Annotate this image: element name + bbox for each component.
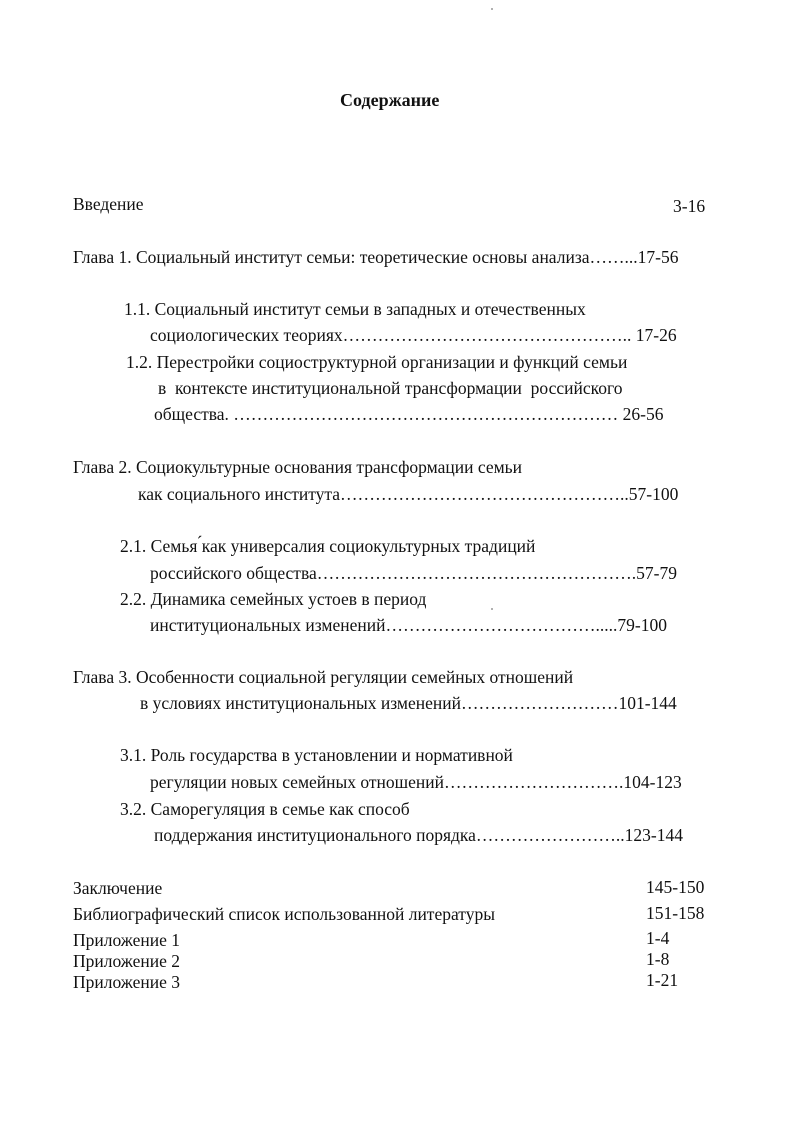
section-3-1-line-1: 3.1. Роль государства в установлении и нормативной [120, 745, 513, 765]
scan-speck [491, 8, 493, 10]
appendix-3-label: Приложение 3 [73, 972, 181, 992]
section-1-2-line-2: в контексте институциональной трансформации российского [158, 378, 623, 398]
section-1-1-line-2: социологических теориях………………………………………….. 17-26 [150, 325, 677, 345]
section-1-2-line-3: общества. ………………………………………………………… 26-56 [154, 404, 664, 424]
appendix-3-pages: 1-21 [646, 970, 679, 990]
chapter-3-line-2: в условиях институциональных изменений………………………101-144 [140, 693, 677, 713]
appendix-1-label: Приложение 1 [73, 930, 181, 950]
chapter-3-line-1: Глава 3. Особенности социальной регуляции семейных отношений [73, 667, 574, 687]
intro-pages: 3-16 [673, 196, 706, 216]
bibliography-pages: 151-158 [646, 903, 705, 923]
section-3-1-line-2: регуляции новых семейных отношений………………………….104-123 [150, 772, 682, 792]
section-2-1-line-1: 2.1. Семья ́как универсалия социокультурных традиций [120, 536, 536, 556]
section-1-1-line-1: 1.1. Социальный институт семьи в западных и отечественных [124, 299, 586, 319]
chapter-2-line-1: Глава 2. Социокультурные основания трансформации семьи [73, 457, 523, 477]
conclusion-pages: 145-150 [646, 877, 705, 897]
appendix-2-pages: 1-8 [646, 949, 670, 969]
chapter-2-line-2: как социального института…………………………………………..57-100 [138, 484, 679, 504]
section-2-2-line-1: 2.2. Динамика семейных устоев в период [120, 589, 427, 609]
section-1-2-line-1: 1.2. Перестройки социоструктурной организации и функций семьи [126, 352, 628, 372]
section-2-2-line-2: институциональных изменений……………………………….....79-100 [150, 615, 667, 635]
bibliography-label: Библиографический список использованной литературы [73, 904, 495, 924]
appendix-2-label: Приложение 2 [73, 951, 181, 971]
intro-label: Введение [73, 194, 144, 214]
chapter-1-title: Глава 1. Социальный институт семьи: теоретические основы анализа……...17-56 [73, 247, 679, 267]
page-title: Содержание [340, 90, 440, 110]
scan-speck [491, 608, 493, 610]
section-2-1-line-2: российского общества……………………………………………….57-79 [150, 563, 677, 583]
section-3-2-line-2: поддержания институционального порядка……………………..123-144 [154, 825, 683, 845]
appendix-1-pages: 1-4 [646, 928, 670, 948]
conclusion-label: Заключение [73, 878, 163, 898]
section-3-2-line-1: 3.2. Саморегуляция в семье как способ [120, 799, 410, 819]
